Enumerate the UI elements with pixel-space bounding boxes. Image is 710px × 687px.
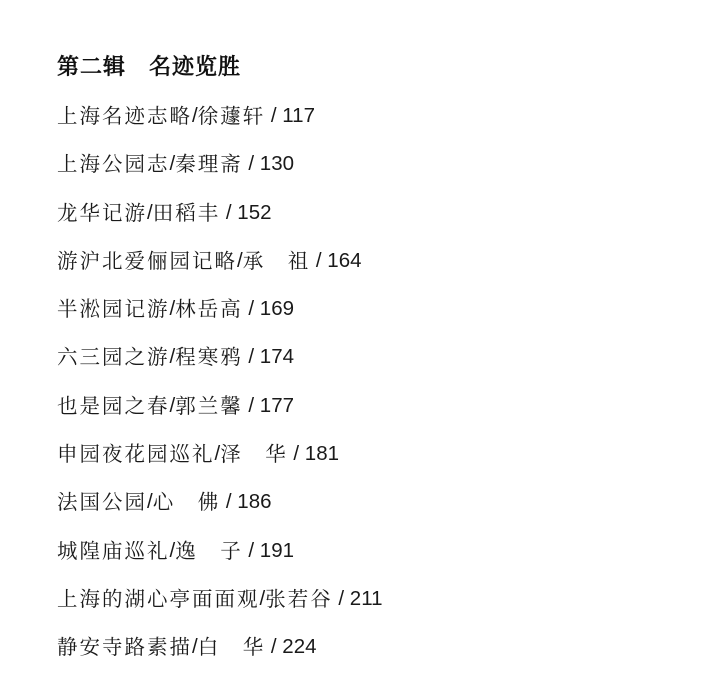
section-heading: 第二辑 名迹览胜 <box>57 54 242 80</box>
entry-page-number: 174 <box>259 345 295 369</box>
author-page-separator: / <box>265 635 283 659</box>
entry-author: 田稻丰 <box>152 200 221 225</box>
toc-entry <box>57 197 382 245</box>
entry-title: 上海的湖心亭面面观 <box>57 586 260 611</box>
title-author-separator: / <box>147 200 153 224</box>
author-page-separator: / <box>220 200 238 224</box>
entry-page-number: 117 <box>282 104 315 127</box>
toc-entry <box>57 245 382 293</box>
author-page-separator: / <box>242 152 260 176</box>
entry-page-number: 169 <box>259 297 295 321</box>
title-author-separator: / <box>214 442 221 466</box>
entry-author: 林岳高 <box>175 297 243 322</box>
entry-title: 城隍庙巡礼 <box>57 538 170 563</box>
toc-entry <box>57 535 382 583</box>
entry-title: 申园夜花园巡礼 <box>57 442 215 467</box>
title-author-separator: / <box>169 152 176 176</box>
author-page-separator: / <box>242 538 260 562</box>
entry-page-number: 164 <box>327 248 362 272</box>
entry-title: 龙华记游 <box>57 200 147 225</box>
toc-entry <box>57 486 382 534</box>
toc-entry <box>57 631 382 679</box>
author-page-separator: / <box>310 248 328 272</box>
entry-page-number: 181 <box>304 442 340 466</box>
entry-author: 张若谷 <box>265 586 333 611</box>
entry-title: 上海名迹志略 <box>57 104 192 128</box>
title-author-separator: / <box>147 490 153 514</box>
entry-author: 承 祖 <box>242 248 311 273</box>
entry-title: 也是园之春 <box>57 393 170 418</box>
entry-page-number: 130 <box>259 152 295 176</box>
entry-title: 上海公园志 <box>57 152 170 177</box>
toc-entry <box>57 293 382 341</box>
entry-author: 徐蘧轩 <box>197 104 266 128</box>
title-author-separator: / <box>169 297 176 321</box>
toc-entry <box>57 438 382 486</box>
entry-author: 逸 子 <box>175 538 243 563</box>
entry-page-number: 177 <box>259 393 295 417</box>
author-page-separator: / <box>242 345 260 369</box>
entry-author: 白 华 <box>197 635 266 660</box>
author-page-separator: / <box>242 297 260 321</box>
entry-author: 泽 华 <box>220 442 288 467</box>
toc-entry <box>57 148 382 196</box>
entry-page-number: 211 <box>349 586 383 610</box>
table-of-contents <box>57 100 382 680</box>
title-author-separator: / <box>169 538 176 562</box>
author-page-separator: / <box>332 586 350 610</box>
toc-entry <box>57 341 382 389</box>
entry-title: 法国公园 <box>57 490 147 515</box>
entry-title: 六三园之游 <box>57 345 170 370</box>
title-author-separator: / <box>259 586 266 610</box>
entry-author: 程寒鸦 <box>175 345 243 370</box>
title-author-separator: / <box>169 345 176 369</box>
entry-author: 郭兰馨 <box>175 393 243 418</box>
entry-page-number: 224 <box>282 635 317 659</box>
title-author-separator: / <box>192 635 198 659</box>
entry-page-number: 191 <box>259 538 295 562</box>
title-author-separator: / <box>192 104 198 127</box>
entry-page-number: 186 <box>237 490 272 514</box>
author-page-separator: / <box>242 393 260 417</box>
entry-title: 游沪北爱俪园记略 <box>57 248 237 273</box>
title-author-separator: / <box>169 393 176 417</box>
entry-title: 半淞园记游 <box>57 297 170 322</box>
toc-entry <box>57 390 382 438</box>
toc-entry <box>57 583 382 631</box>
toc-entry <box>57 100 382 148</box>
author-page-separator: / <box>287 442 305 466</box>
entry-author: 秦理斋 <box>175 152 243 177</box>
author-page-separator: / <box>220 490 238 514</box>
title-author-separator: / <box>237 248 243 272</box>
author-page-separator: / <box>265 104 283 127</box>
entry-author: 心 佛 <box>152 490 221 515</box>
entry-title: 静安寺路素描 <box>57 635 192 660</box>
entry-page-number: 152 <box>237 200 272 224</box>
